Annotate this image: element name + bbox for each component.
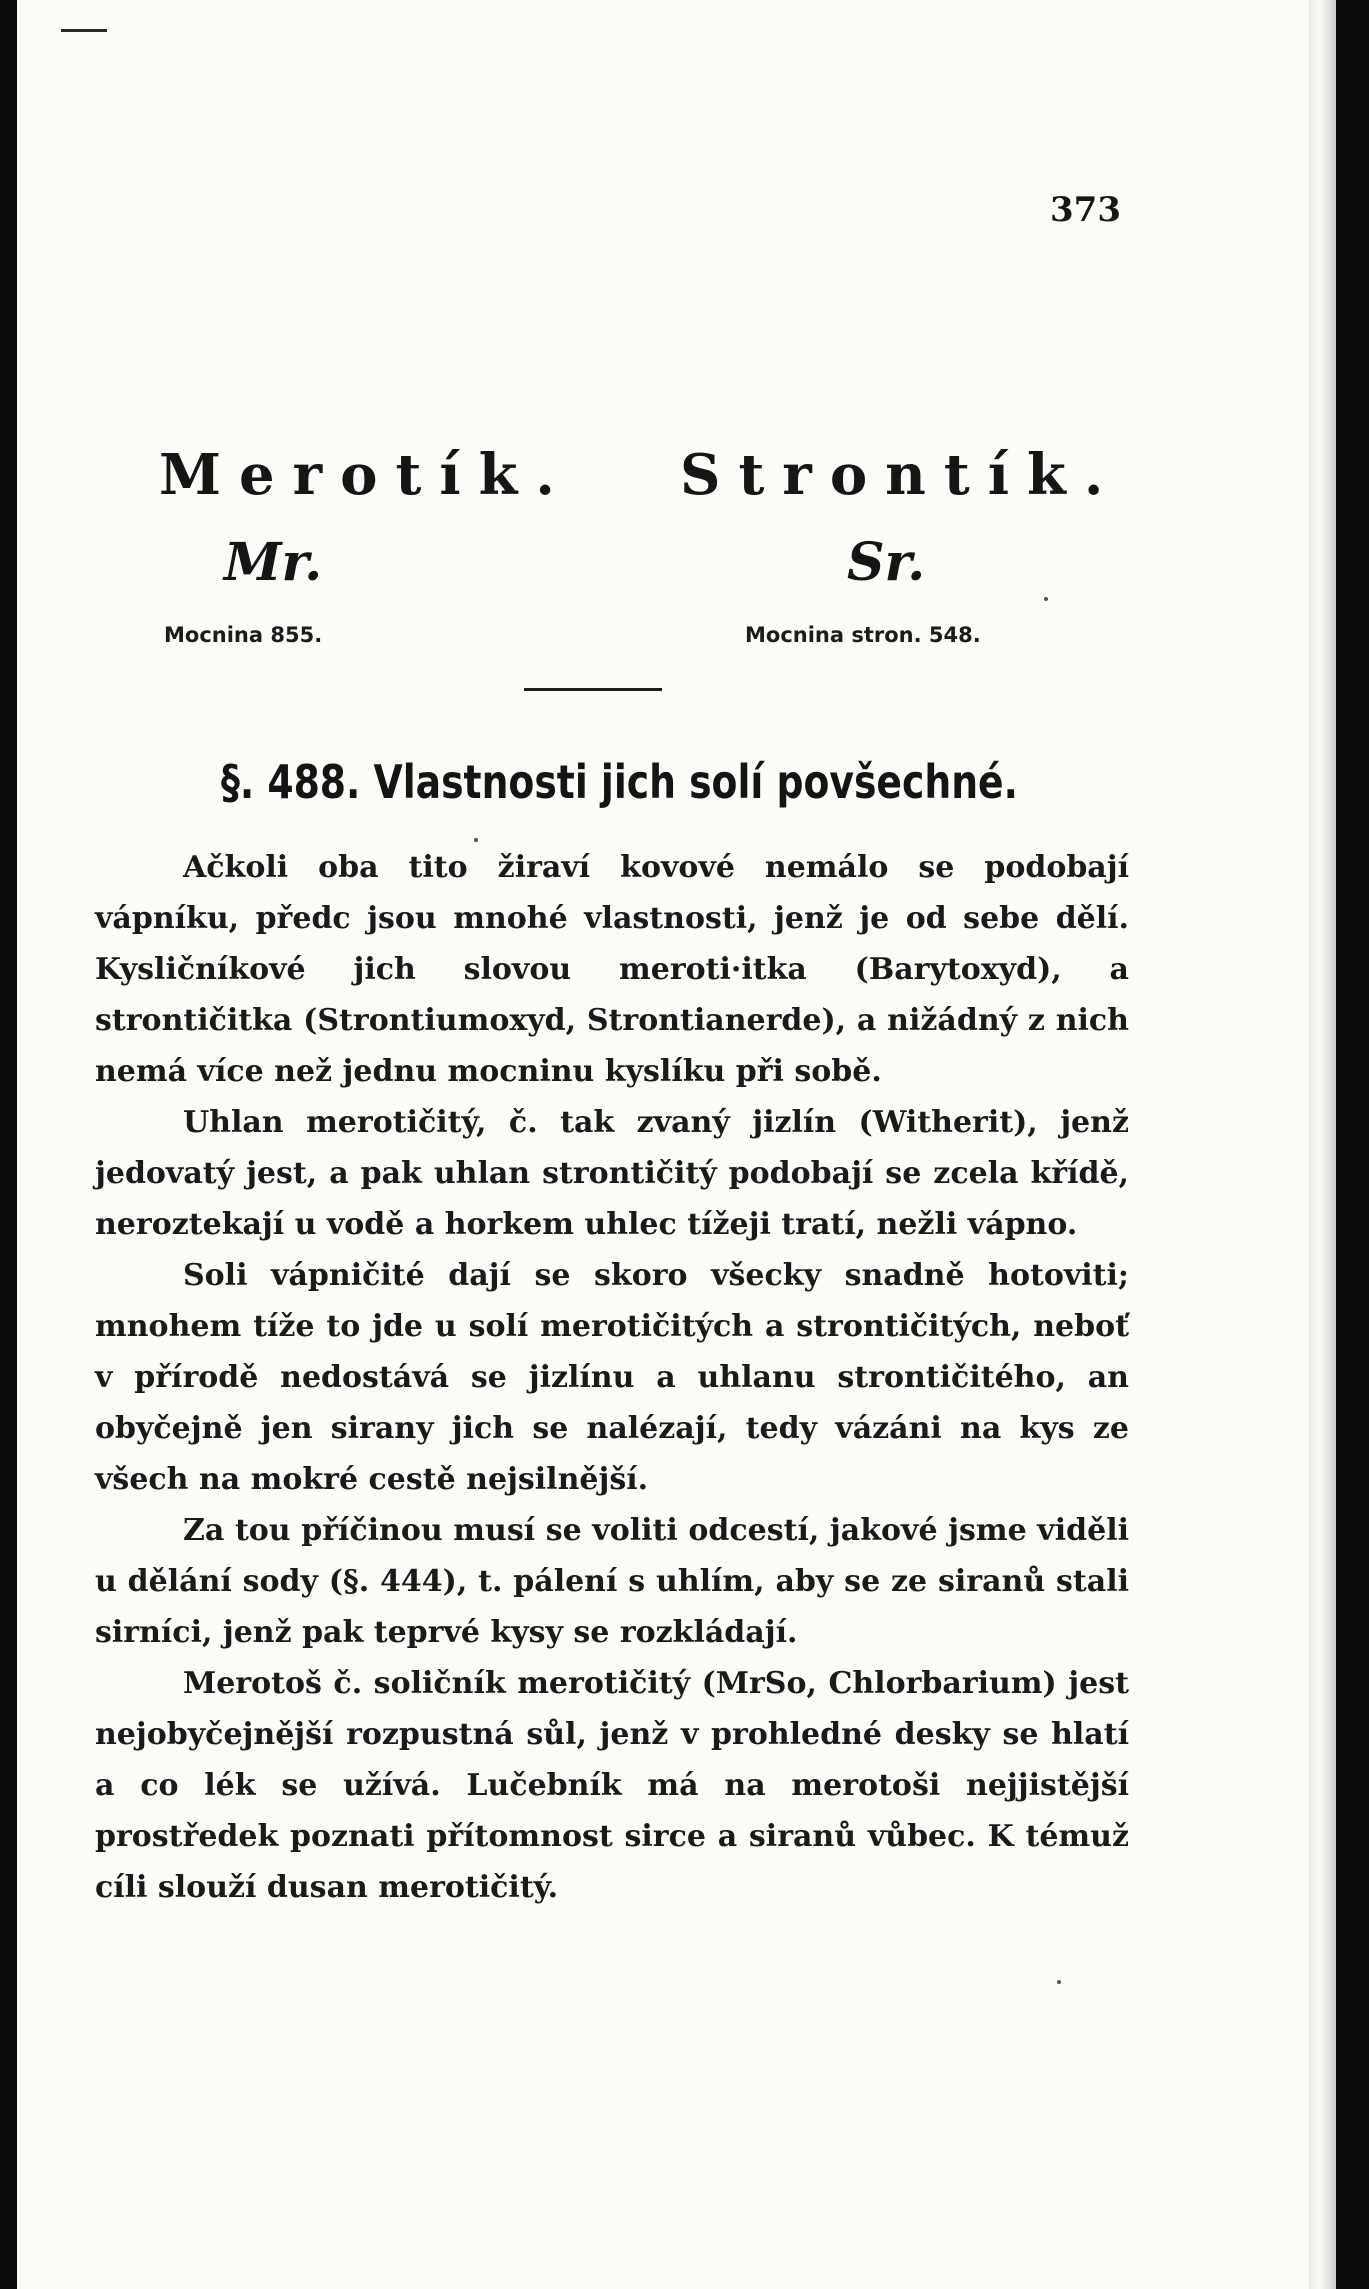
element-symbol-barium: Mr.: [224, 532, 323, 593]
page-number: 373: [1050, 190, 1121, 230]
section-divider: [524, 688, 662, 691]
element-symbol-strontium: Sr.: [847, 532, 926, 593]
body-text: [95, 842, 1129, 1913]
paper-speck: [1044, 597, 1048, 601]
element-valence-barium: Mocnina 855.: [164, 623, 323, 647]
paragraph-3: Soli vápničité dají se skoro všecky snadně hotoviti; mnohem tíže to jde u solí merotičitých a strontičitých, neboť v přírodě nedostává se jizlínu a uhlanu strontičitého, an obyčejně jen sirany jich se nalézají, tedy vázáni na kys ze všech na mokré cestě nejsilnější.: [95, 1258, 1129, 1497]
paper-speck: [1057, 1980, 1061, 1984]
element-name-barium: Merotík.: [159, 442, 573, 508]
paragraph-4: Za tou příčinou musí se voliti odcestí, jakové jsme viděli u dělání sody (§. 444), t. pálení s uhlím, aby se ze siranů stali sirníci, jenž pak teprvé kysy se rozkládají.: [95, 1513, 1129, 1650]
paragraph-5: Merotoš č. soličník merotičitý (MrSo, Chlorbarium) jest nejobyčejnější rozpustná sůl, jenž v prohledné desky se hlatí a co lék se užívá. Lučebník má na merotoši nejjistější prostředek poznati přítomnost sirce a siranů vůbec. K témuž cíli slouží dusan merotičitý.: [95, 1666, 1129, 1905]
element-valence-strontium: Mocnina stron. 548.: [745, 623, 981, 647]
book-page: [17, 0, 1336, 2289]
page-fore-edge: [1309, 0, 1333, 2289]
page-edge-mark: [61, 29, 107, 32]
paragraph-1: Ačkoli oba tito žiraví kovové nemálo se podobají vápníku, předc jsou mnohé vlastnosti, jenž je od sebe dělí. Kysličníkové jich slovou meroti·itka (Barytoxyd), a strontičitka (Strontiumoxyd, Strontianerde), a nižádný z nich nemá více než jednu mocninu kyslíku při sobě.: [95, 850, 1129, 1089]
paragraph-2: Uhlan merotičitý, č. tak zvaný jizlín (Witherit), jenž jedovatý jest, a pak uhlan strontičitý podobají se zcela křídě, neroztekají u vodě a horkem uhlec tížeji tratí, nežli vápno.: [95, 1105, 1129, 1242]
element-name-strontium: Strontík.: [680, 442, 1122, 508]
paper-speck: [474, 838, 478, 842]
section-heading: §. 488. Vlastnosti jich solí povšechné.: [221, 755, 1018, 809]
